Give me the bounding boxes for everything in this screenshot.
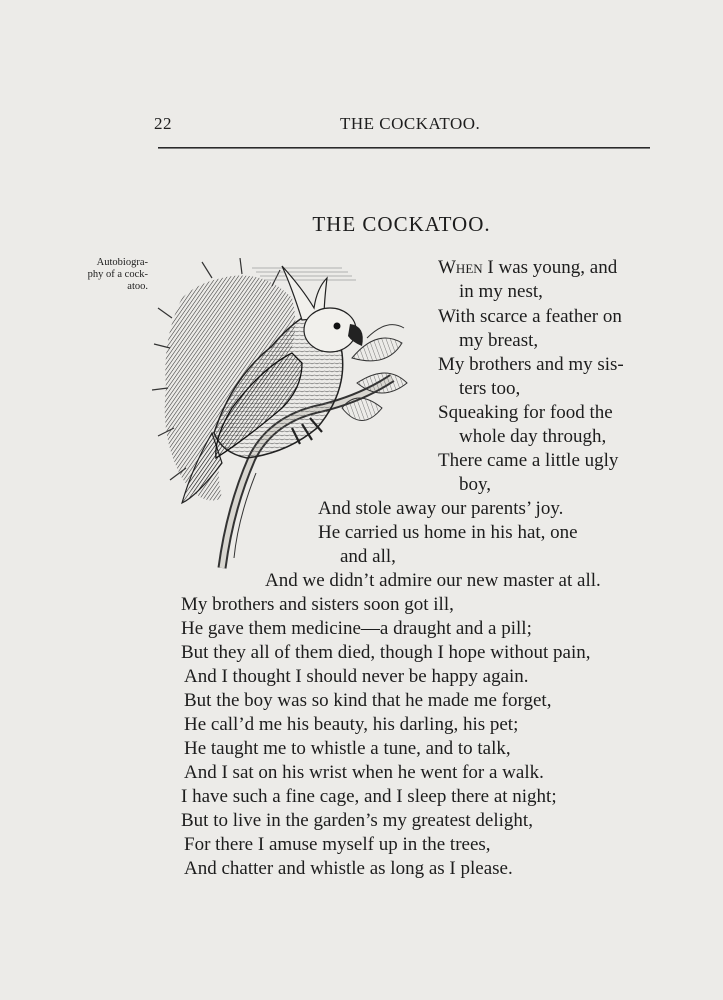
poem-line: But to live in the garden’s my greatest delight, [181,810,533,831]
margin-note [68,257,148,293]
head-shape [304,308,356,352]
poem-line: He call’d me his beauty, his darling, his pet; [184,714,519,735]
poem-line: He carried us home in his hat, one [318,522,578,543]
poem-line: For there I amuse myself up in the trees, [184,834,491,855]
poem-line: I have such a fine cage, and I sleep there at night; [181,786,557,807]
poem-line [438,257,617,279]
poem-title: THE COCKATOO. [312,212,491,236]
poem-line: Squeaking for food the [438,402,613,423]
first-word: When [438,257,483,278]
poem-line: With scarce a feather on [438,306,622,327]
poem-line: But the boy was so kind that he made me forget, [184,690,552,711]
poem-line: My brothers and sisters soon got ill, [181,594,454,615]
poem-line: And we didn’t admire our new master at all. [265,570,601,591]
poem-line: There came a little ugly [438,450,619,471]
margin-note-line: atoo. [127,281,148,292]
poem-line: boy, [459,474,492,495]
poem-line: And chatter and whistle as long as I please. [184,858,513,879]
poem-line: And stole away our parents’ joy. [318,498,564,519]
poem-line: ters too, [459,378,521,399]
margin-note-line: Autobiogra- [96,257,148,268]
running-title: THE COCKATOO. [340,114,481,133]
poem-line: my breast, [459,330,539,351]
poem-line: and all, [340,546,396,567]
poem-line: My brothers and my sis- [438,354,624,375]
poem-line: He gave them medicine—a draught and a pill; [181,618,532,639]
poem-line: whole day through, [459,426,607,447]
poem-line: in my nest, [459,281,543,302]
poem-line-text: I was young, and [482,257,618,278]
poem-line: But they all of them died, though I hope without pain, [181,642,591,663]
poem-line: And I sat on his wrist when he went for a walk. [184,762,544,783]
margin-note-line: phy of a cock- [87,269,148,280]
poem-line: He taught me to whistle a tune, and to talk, [184,738,511,759]
page-number: 22 [154,114,172,133]
poem-line: And I thought I should never be happy again. [184,666,529,687]
header-rule [158,147,650,149]
